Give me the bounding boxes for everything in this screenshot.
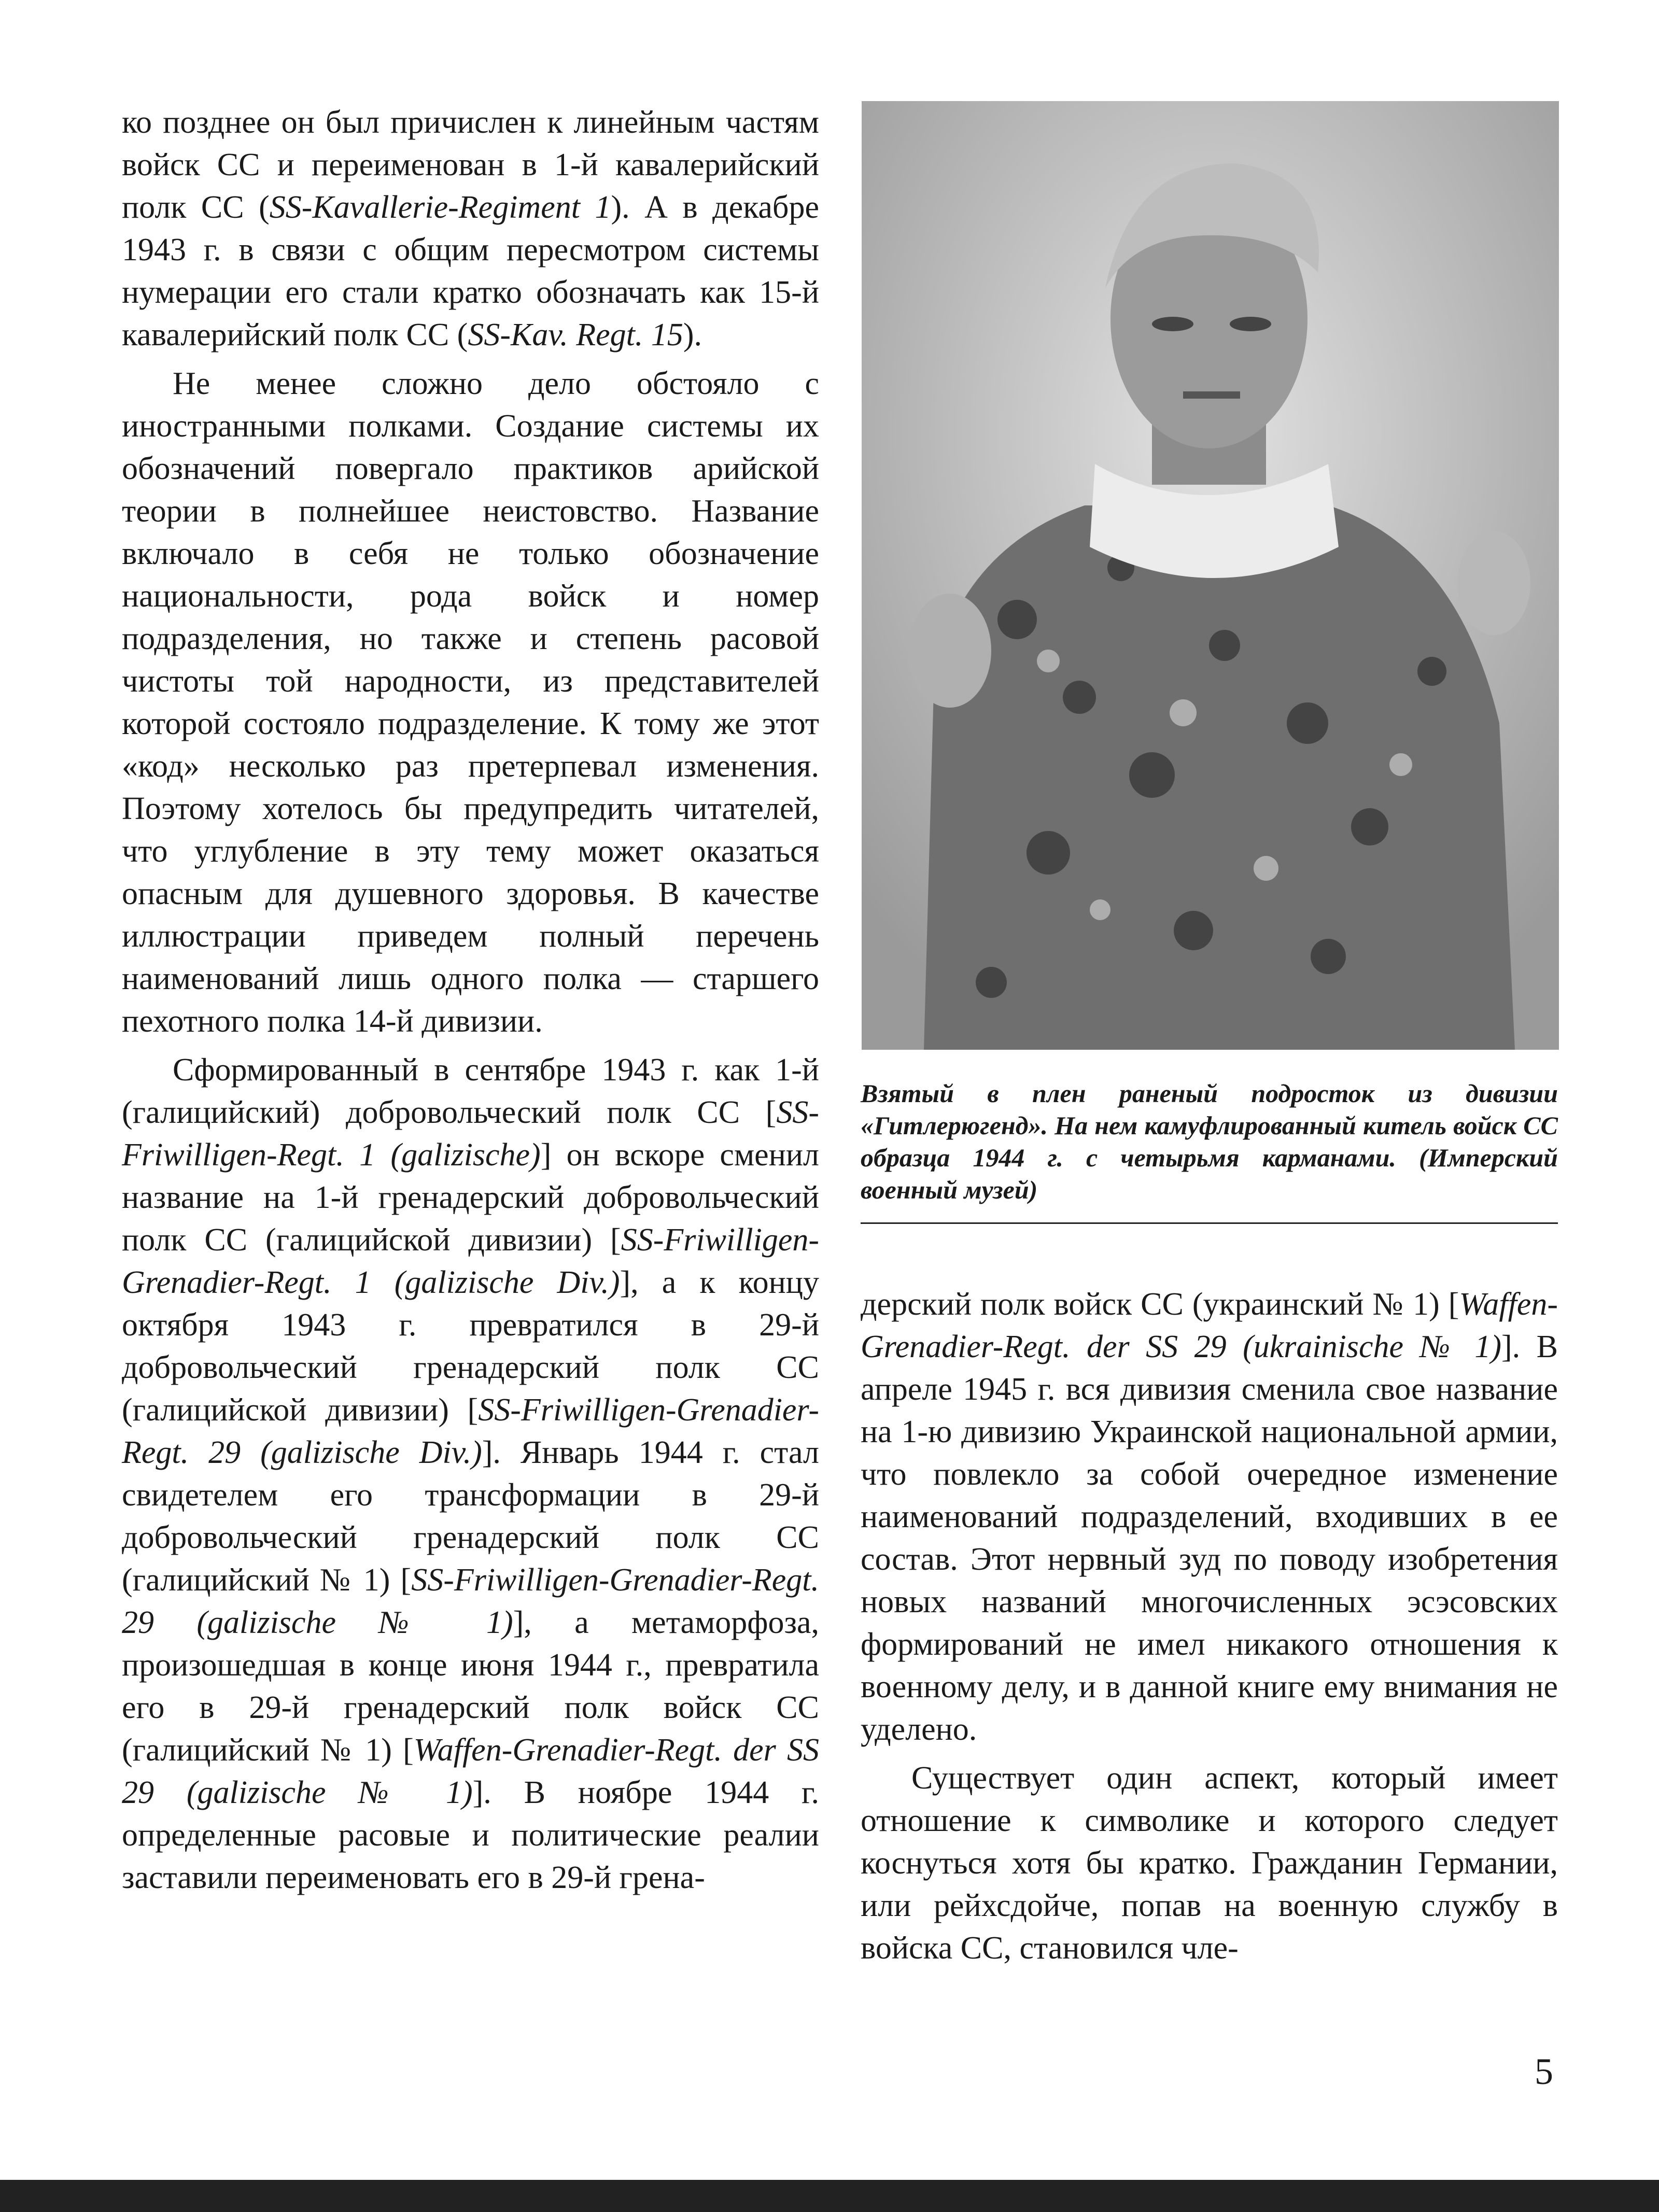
- right-text-column: [861, 1283, 1558, 1976]
- caption-divider: [861, 1222, 1558, 1224]
- page-number: 5: [1535, 2051, 1553, 2092]
- soldier-photo-illustration: [862, 101, 1559, 1050]
- paragraph: ко позднее он был причислен к линейным частям войск СС и переименован в 1-й кавалерийский полк СС (SS-Kavallerie-Regiment 1). А в декабре 1943 г. в связи с общим пересмотром системы нумерации его стали кратко обозначать как 15-й кавалерийский полк СС (SS-Kav. Regt. 15).: [122, 105, 819, 353]
- paragraph: Существует один аспект, который имеет отношение к символике и которого следует коснуться хотя бы кратко. Гражданин Германии, или рейхсдойче, попав на военную службу в войска СС, становился чле-: [861, 1760, 1558, 1966]
- paragraph: Не менее сложно дело обстояло с иностранными полками. Создание системы их обозначений повергало практиков арийской теории в полнейшее неистовство. Название включало в себя не только обозначение национальности, рода войск и номер подразделения, но также и степень расовой чистоты той народности, из представителей которой состояло подразделение. К тому же этот «код» несколько раз претерпевал изменения. Поэтому хотелось бы предупредить читателей, что углубление в эту тему может оказаться опасным для душевного здоровья. В качестве иллюстрации приведем полный перечень наименований лишь одного полка — старшего пехотного полка 14-й дивизии.: [122, 366, 819, 1039]
- scan-edge-shadow: [0, 2180, 1659, 2212]
- portrait-photo: [862, 101, 1559, 1050]
- paragraph: Сформированный в сентябре 1943 г. как 1-й (галицийский) добровольческий полк СС [SS-Friwilligen-Regt. 1 (galizische)] он вскоре сменил название на 1-й гренадерский добровольческий полк СС (галицийской дивизии) [SS-Friwilligen-Grenadier-Regt. 1 (galizische Div.)], а к концу октября 1943 г. превратился в 29-й добровольческий гренадерский полк СС (галицийской дивизии) [SS-Friwilligen-Grenadier-Regt. 29 (galizische Div.)]. Январь 1944 г. стал свидетелем его трансформации в 29-й добровольческий гренадерский полк СС (галицийский № 1) [SS-Friwilligen-Grenadier-Regt. 29 (galizische № 1)], а метаморфоза, произошедшая в конце июня 1944 г., превратила его в 29-й гренадерский полк войск СС (галицийский № 1) [Waffen-Grenadier-Regt. der SS 29 (galizische № 1)]. В ноябре 1944 г. определенные расовые и политические реалии заставили переименовать его в 29-й грена-: [122, 1052, 820, 1895]
- photo-caption: Взятый в плен раненый подросток из дивизии «Гитлерюгенд». На нем камуфлированный китель войск СС образца 1944 г. с четырьмя карманами. (Имперский военный музей): [861, 1079, 1558, 1204]
- paragraph: дерский полк войск СС (украинский № 1) [Waffen-Grenadier-Regt. der SS 29 (ukrainische № 1)]. В апреле 1945 г. вся дивизия сменила свое название на 1-ю дивизию Украинской национальной армии, что повлекло за собой очередное изменение наименований подразделений, входивших в ее состав. Этот нервный зуд по поводу изобретения новых названий многочисленных эсэсовских формирований не имел никакого отношения к военному делу, и в данной книге ему внимания не уделено.: [861, 1287, 1558, 1747]
- left-text-column: [122, 101, 819, 1905]
